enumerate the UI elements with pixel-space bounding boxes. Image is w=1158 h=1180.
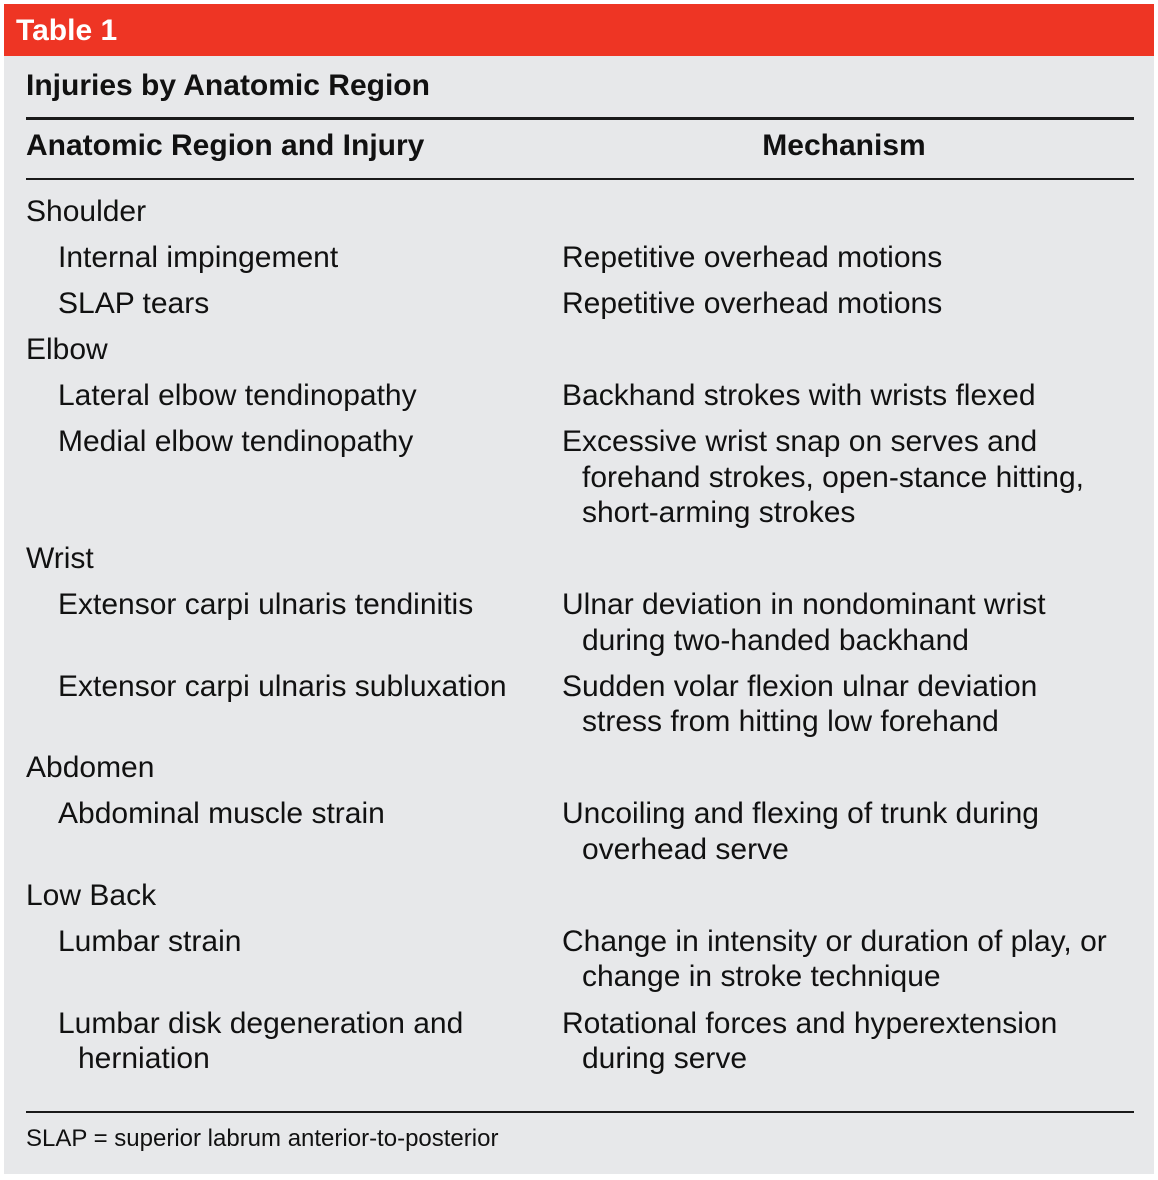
column-header-region-injury: Anatomic Region and Injury bbox=[26, 129, 425, 162]
mechanism-cell: Excessive wrist snap on serves and bbox=[562, 425, 1038, 458]
table-header-bar bbox=[4, 4, 1154, 56]
injury-cell: Medial elbow tendinopathy bbox=[58, 425, 414, 458]
header-rule bbox=[26, 178, 1134, 180]
region-label-low-back: Low Back bbox=[26, 879, 157, 912]
mechanism-cell-continuation: overhead serve bbox=[582, 833, 789, 866]
injury-cell: Extensor carpi ulnaris subluxation bbox=[58, 670, 507, 703]
injury-cell: Abdominal muscle strain bbox=[58, 797, 385, 830]
injury-cell: Internal impingement bbox=[58, 241, 339, 274]
mechanism-cell: Change in intensity or duration of play, or bbox=[562, 925, 1107, 958]
region-label-elbow: Elbow bbox=[26, 333, 108, 366]
injury-cell: SLAP tears bbox=[58, 287, 210, 320]
mechanism-cell-continuation: forehand strokes, open-stance hitting, bbox=[582, 461, 1084, 494]
bottom-rule bbox=[26, 1111, 1134, 1113]
table-frame bbox=[4, 4, 1154, 1174]
mechanism-cell: Repetitive overhead motions bbox=[562, 241, 943, 274]
injury-cell: Extensor carpi ulnaris tendinitis bbox=[58, 588, 474, 621]
table-caption: Injuries by Anatomic Region bbox=[26, 69, 430, 102]
table-footnote: SLAP = superior labrum anterior-to-posterior bbox=[26, 1125, 499, 1152]
mechanism-cell-continuation: short-arming strokes bbox=[582, 496, 856, 529]
region-label-abdomen: Abdomen bbox=[26, 751, 155, 784]
mechanism-cell-continuation: during serve bbox=[582, 1042, 748, 1075]
injury-cell-continuation: herniation bbox=[78, 1042, 210, 1075]
column-header-mechanism: Mechanism bbox=[762, 129, 926, 162]
mechanism-cell-continuation: change in stroke technique bbox=[582, 960, 941, 993]
mechanism-cell: Rotational forces and hyperextension bbox=[562, 1007, 1058, 1040]
mechanism-cell: Ulnar deviation in nondominant wrist bbox=[562, 588, 1046, 621]
mechanism-cell: Sudden volar flexion ulnar deviation bbox=[562, 670, 1038, 703]
injury-cell: Lumbar strain bbox=[58, 925, 242, 958]
injury-cell: Lumbar disk degeneration and bbox=[58, 1007, 464, 1040]
table-number-label: Table 1 bbox=[16, 14, 118, 47]
mechanism-cell: Repetitive overhead motions bbox=[562, 287, 943, 320]
region-label-shoulder: Shoulder bbox=[26, 195, 147, 228]
region-label-wrist: Wrist bbox=[26, 542, 94, 575]
top-rule bbox=[26, 117, 1134, 120]
mechanism-cell: Uncoiling and flexing of trunk during bbox=[562, 797, 1039, 830]
mechanism-cell-continuation: stress from hitting low forehand bbox=[582, 705, 999, 738]
mechanism-cell: Backhand strokes with wrists flexed bbox=[562, 379, 1036, 412]
injury-cell: Lateral elbow tendinopathy bbox=[58, 379, 417, 412]
mechanism-cell-continuation: during two-handed backhand bbox=[582, 624, 969, 657]
